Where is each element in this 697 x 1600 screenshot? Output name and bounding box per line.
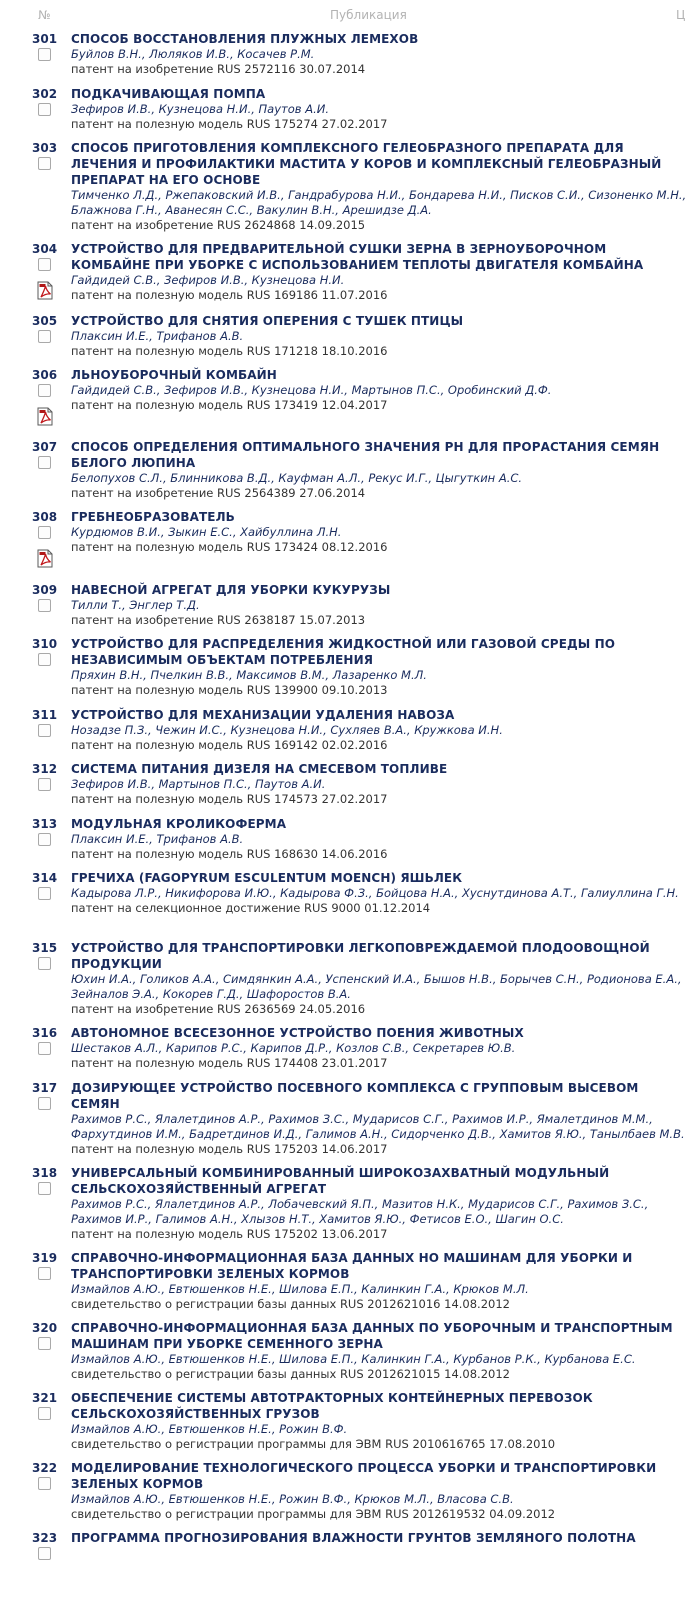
select-checkbox[interactable] — [38, 724, 51, 737]
entry-body — [71, 1080, 687, 1157]
entry-body — [71, 509, 687, 555]
publication-authors: Курдюмов В.И., Зыкин Е.С., Хайбуллина Л.Н. — [71, 525, 342, 539]
entry-body — [71, 439, 687, 501]
select-checkbox[interactable] — [38, 1267, 51, 1280]
publication-authors: Измайлов А.Ю., Евтюшенков Н.Е., Шилова Е.П., Калинкин Г.А., Крюков М.Л. — [71, 1282, 529, 1296]
table-header — [0, 0, 697, 30]
select-checkbox[interactable] — [38, 833, 51, 846]
publication-patent-info: свидетельство о регистрации базы данных RUS 2012621015 14.08.2012 — [71, 1367, 510, 1381]
publication-title-link[interactable]: ОБЕСПЕЧЕНИЕ СИСТЕМЫ АВТОТРАКТОРНЫХ КОНТЕЙНЕРНЫХ ПЕРЕВОЗОК СЕЛЬСКОХОЗЯЙСТВЕННЫХ ГРУЗОВ — [71, 1391, 593, 1421]
publication-title-link[interactable]: СПОСОБ ВОССТАНОВЛЕНИЯ ПЛУЖНЫХ ЛЕМЕХОВ — [71, 32, 419, 46]
publication-authors: Гайдидей С.В., Зефиров И.В., Кузнецова Н.И. — [71, 273, 345, 287]
entry-body — [71, 241, 687, 303]
entry-number: 314 — [32, 871, 58, 885]
publication-patent-info: патент на полезную модель RUS 174573 27.02.2017 — [71, 792, 388, 806]
publication-title-link[interactable]: УСТРОЙСТВО ДЛЯ МЕХАНИЗАЦИИ УДАЛЕНИЯ НАВОЗА — [71, 708, 455, 722]
select-checkbox[interactable] — [38, 1182, 51, 1195]
select-checkbox[interactable] — [38, 957, 51, 970]
entry-body — [71, 86, 687, 132]
publication-title-link[interactable]: АВТОНОМНОЕ ВСЕСЕЗОННОЕ УСТРОЙСТВО ПОЕНИЯ ЖИВОТНЫХ — [71, 1026, 524, 1040]
publication-patent-info: патент на полезную модель RUS 173424 08.12.2016 — [71, 540, 388, 554]
publication-authors: Зефиров И.В., Мартынов П.С., Паутов А.И. — [71, 777, 326, 791]
publication-title-link[interactable]: ПОДКАЧИВАЮЩАЯ ПОМПА — [71, 87, 266, 101]
entry-number: 315 — [32, 941, 58, 955]
entry-body — [71, 1320, 687, 1382]
entry-number: 308 — [32, 510, 58, 524]
publication-title-link[interactable]: УСТРОЙСТВО ДЛЯ СНЯТИЯ ОПЕРЕНИЯ С ТУШЕК ПТИЦЫ — [71, 314, 464, 328]
entry-body — [71, 636, 687, 698]
entry-body — [71, 761, 687, 807]
publication-authors: Измайлов А.Ю., Евтюшенков Н.Е., Рожин В.Ф., Крюков М.Л., Власова С.В. — [71, 1492, 514, 1506]
entry-number: 312 — [32, 762, 58, 776]
entry-body — [71, 707, 687, 753]
column-header-publication: Публикация — [330, 8, 407, 22]
entry-number: 322 — [32, 1461, 58, 1475]
publication-title-link[interactable]: ПРОГРАММА ПРОГНОЗИРОВАНИЯ ВЛАЖНОСТИ ГРУНТОВ ЗЕМЛЯНОГО ПОЛОТНА — [71, 1531, 636, 1545]
publication-title-link[interactable]: УНИВЕРСАЛЬНЫЙ КОМБИНИРОВАННЫЙ ШИРОКОЗАХВАТНЫЙ МОДУЛЬНЫЙ СЕЛЬСКОХОЗЯЙСТВЕННЫЙ АГРЕГАТ — [71, 1166, 610, 1196]
publication-authors: Белопухов С.Л., Блинникова В.Д., Кауфман А.Л., Рекус И.Г., Цыгуткин А.С. — [71, 471, 523, 485]
publication-patent-info: патент на изобретение RUS 2636569 24.05.2016 — [71, 1002, 366, 1016]
select-checkbox[interactable] — [38, 103, 51, 116]
publication-patent-info: патент на изобретение RUS 2624868 14.09.2015 — [71, 218, 366, 232]
publication-authors: Зефиров И.В., Кузнецова Н.И., Паутов А.И. — [71, 102, 329, 116]
publication-title-link[interactable]: УСТРОЙСТВО ДЛЯ РАСПРЕДЕЛЕНИЯ ЖИДКОСТНОЙ ИЛИ ГАЗОВОЙ СРЕДЫ ПО НЕЗАВИСИМЫМ ОБЪЕКТАМ ПОТРЕБЛЕНИЯ — [71, 637, 616, 667]
publication-patent-info: патент на полезную модель RUS 171218 18.10.2016 — [71, 344, 388, 358]
publication-title-link[interactable]: ГРЕЧИХА (FAGOPYRUM ESCULENTUM MOENCH) ЯШЬЛЕК — [71, 871, 463, 885]
publication-authors: Кадырова Л.Р., Никифорова И.Ю., Кадырова Ф.З., Бойцова Н.А., Хуснутдинова А.Т., Галиуллина Г.Н. — [71, 886, 679, 900]
publication-title-link[interactable]: МОДУЛЬНАЯ КРОЛИКОФЕРМА — [71, 817, 287, 831]
publication-authors: Нозадзе П.З., Чежин И.С., Кузнецова Н.И., Сухляев В.А., Кружкова И.Н. — [71, 723, 503, 737]
entry-number: 318 — [32, 1166, 58, 1180]
entry-number: 317 — [32, 1081, 58, 1095]
entry-number: 313 — [32, 817, 58, 831]
publication-title-link[interactable]: МОДЕЛИРОВАНИЕ ТЕХНОЛОГИЧЕСКОГО ПРОЦЕССА УБОРКИ И ТРАНСПОРТИРОВКИ ЗЕЛЕНЫХ КОРМОВ — [71, 1461, 657, 1491]
pdf-icon[interactable] — [37, 281, 53, 300]
publication-authors: Плаксин И.Е., Трифанов А.В. — [71, 832, 244, 846]
select-checkbox[interactable] — [38, 526, 51, 539]
publication-patent-info: свидетельство о регистрации программы для ЭВМ RUS 2010616765 17.08.2010 — [71, 1437, 556, 1451]
entry-number: 305 — [32, 314, 58, 328]
publication-patent-info: патент на полезную модель RUS 169186 11.07.2016 — [71, 288, 388, 302]
publication-patent-info: патент на изобретение RUS 2564389 27.06.2014 — [71, 486, 366, 500]
publication-patent-info: патент на полезную модель RUS 174408 23.01.2017 — [71, 1056, 388, 1070]
entry-number: 304 — [32, 242, 58, 256]
entry-number: 309 — [32, 583, 58, 597]
select-checkbox[interactable] — [38, 653, 51, 666]
publication-authors: Юхин И.А., Голиков А.А., Симдянкин А.А., Успенский И.А., Бышов Н.В., Борычев С.Н., Родионова Е.А., Зейналов Э.А., Кокорев Г.Д., Шафоростов В.А. — [71, 972, 682, 1001]
publication-title-link[interactable]: СПРАВОЧНО-ИНФОРМАЦИОННАЯ БАЗА ДАННЫХ НО МАШИНАМ ДЛЯ УБОРКИ И ТРАНСПОРТИРОВКИ ЗЕЛЕНЫХ КОРМОВ — [71, 1251, 633, 1281]
entry-number: 323 — [32, 1531, 58, 1545]
entry-number: 319 — [32, 1251, 58, 1265]
publication-title-link[interactable]: СПОСОБ ПРИГОТОВЛЕНИЯ КОМПЛЕКСНОГО ГЕЛЕОБРАЗНОГО ПРЕПАРАТА ДЛЯ ЛЕЧЕНИЯ И ПРОФИЛАКТИКИ МАСТИТА У КОРОВ И КОМПЛЕКСНЫЙ ГЕЛЕОБРАЗНЫЙ ПРЕПАРАТ НА ЕГО ОСНОВЕ — [71, 141, 662, 187]
entry-body — [71, 1530, 687, 1546]
publication-patent-info: патент на изобретение RUS 2572116 30.07.2014 — [71, 62, 366, 76]
publication-title-link[interactable]: ГРЕБНЕОБРАЗОВАТЕЛЬ — [71, 510, 235, 524]
select-checkbox[interactable] — [38, 1477, 51, 1490]
column-header-c: Ц — [676, 8, 686, 22]
select-checkbox[interactable] — [38, 1097, 51, 1110]
publication-patent-info: патент на полезную модель RUS 175274 27.02.2017 — [71, 117, 388, 131]
entry-number: 311 — [32, 708, 58, 722]
publication-title-link[interactable]: СПРАВОЧНО-ИНФОРМАЦИОННАЯ БАЗА ДАННЫХ ПО УБОРОЧНЫМ И ТРАНСПОРТНЫМ МАШИНАМ ПРИ УБОРКЕ СЕМЕННОГО ЗЕРНА — [71, 1321, 673, 1351]
entry-number: 310 — [32, 637, 58, 651]
entry-body — [71, 140, 687, 233]
select-checkbox[interactable] — [38, 384, 51, 397]
entry-body — [71, 313, 687, 359]
publication-patent-info: патент на полезную модель RUS 168630 14.06.2016 — [71, 847, 388, 861]
select-checkbox[interactable] — [38, 887, 51, 900]
entry-number: 306 — [32, 368, 58, 382]
publication-authors: Рахимов Р.С., Ялалетдинов А.Р., Лобачевский Я.П., Мазитов Н.К., Мударисов С.Г., Рахимов З.С., Рахимов И.Р., Галимов А.Н., Хлызов Н.Т., Хамитов Я.Ю., Фетисов Е.О., Шагин О.С. — [71, 1197, 649, 1226]
entry-body — [71, 582, 687, 628]
entry-body — [71, 1460, 687, 1522]
publication-patent-info: патент на полезную модель RUS 175203 14.06.2017 — [71, 1142, 388, 1156]
publication-authors: Пряхин В.Н., Пчелкин В.В., Максимов В.М., Лазаренко М.Л. — [71, 668, 427, 682]
publication-authors: Шестаков А.Л., Карипов Р.С., Карипов Д.Р., Козлов С.В., Секретарев Ю.В. — [71, 1041, 516, 1055]
select-checkbox[interactable] — [38, 258, 51, 271]
select-checkbox[interactable] — [38, 330, 51, 343]
publication-title-link[interactable]: СИСТЕМА ПИТАНИЯ ДИЗЕЛЯ НА СМЕСЕВОМ ТОПЛИВЕ — [71, 762, 448, 776]
publication-title-link[interactable]: НАВЕСНОЙ АГРЕГАТ ДЛЯ УБОРКИ КУКУРУЗЫ — [71, 583, 391, 597]
entry-number: 307 — [32, 440, 58, 454]
publication-authors: Плаксин И.Е., Трифанов А.В. — [71, 329, 244, 343]
column-header-number: № — [38, 8, 51, 22]
entry-body — [71, 367, 687, 413]
publication-authors: Тимченко Л.Д., Ржепаковский И.В., Гандрабурова Н.И., Бондарева Н.И., Писков С.И., Сизоненко М.Н., Блажнова Г.Н., Аванесян С.С., Вакулин В.Н., Арешидзе Д.А. — [71, 188, 687, 217]
pdf-icon[interactable] — [37, 549, 53, 568]
publication-title-link[interactable]: ДОЗИРУЮЩЕЕ УСТРОЙСТВО ПОСЕВНОГО КОМПЛЕКСА С ГРУППОВЫМ ВЫСЕВОМ СЕМЯН — [71, 1081, 639, 1111]
select-checkbox[interactable] — [38, 48, 51, 61]
select-checkbox[interactable] — [38, 778, 51, 791]
publication-patent-info: патент на полезную модель RUS 173419 12.04.2017 — [71, 398, 388, 412]
select-checkbox[interactable] — [38, 599, 51, 612]
entry-number: 303 — [32, 141, 58, 155]
publication-authors: Гайдидей С.В., Зефиров И.В., Кузнецова Н.И., Мартынов П.С., Оробинский Д.Ф. — [71, 383, 552, 397]
publication-title-link[interactable]: УСТРОЙСТВО ДЛЯ ПРЕДВАРИТЕЛЬНОЙ СУШКИ ЗЕРНА В ЗЕРНОУБОРОЧНОМ КОМБАЙНЕ ПРИ УБОРКЕ С ИСПОЛЬЗОВАНИЕМ ТЕПЛОТЫ ДВИГАТЕЛЯ КОМБАЙНА — [71, 242, 644, 272]
publication-authors: Рахимов Р.С., Ялалетдинов А.Р., Рахимов З.С., Мударисов С.Г., Рахимов И.Р., Ямалетдинов М.М., Фархутдинов И.М., Бадретдинов И.Д., Галимов А.Н., Сидорченко Д.В., Хамитов Я.Ю., Танылбаев М.В. — [71, 1112, 685, 1141]
publication-patent-info: свидетельство о регистрации базы данных RUS 2012621016 14.08.2012 — [71, 1297, 510, 1311]
publication-patent-info: патент на полезную модель RUS 169142 02.02.2016 — [71, 738, 388, 752]
publication-patent-info: патент на селекционное достижение RUS 9000 01.12.2014 — [71, 901, 431, 915]
publication-patent-info: патент на изобретение RUS 2638187 15.07.2013 — [71, 613, 366, 627]
publication-authors: Измайлов А.Ю., Евтюшенков Н.Е., Шилова Е.П., Калинкин Г.А., Курбанов Р.К., Курбанова Е.С. — [71, 1352, 636, 1366]
entry-number: 302 — [32, 87, 58, 101]
publication-title-link[interactable]: УСТРОЙСТВО ДЛЯ ТРАНСПОРТИРОВКИ ЛЕГКОПОВРЕЖДАЕМОЙ ПЛОДООВОЩНОЙ ПРОДУКЦИИ — [71, 941, 650, 971]
entry-number: 316 — [32, 1026, 58, 1040]
publication-patent-info: свидетельство о регистрации программы для ЭВМ RUS 2012619532 04.09.2012 — [71, 1507, 556, 1521]
select-checkbox[interactable] — [38, 456, 51, 469]
publication-authors: Буйлов В.Н., Люляков И.В., Косачев Р.М. — [71, 47, 315, 61]
entry-body — [71, 1025, 687, 1071]
select-checkbox[interactable] — [38, 1547, 51, 1560]
select-checkbox[interactable] — [38, 1337, 51, 1350]
select-checkbox[interactable] — [38, 157, 51, 170]
publication-title-link[interactable]: ЛЬНОУБОРОЧНЫЙ КОМБАЙН — [71, 368, 277, 382]
entry-body — [71, 1390, 687, 1452]
select-checkbox[interactable] — [38, 1042, 51, 1055]
entry-number: 301 — [32, 32, 58, 46]
entry-body — [71, 31, 687, 77]
publication-authors: Тилли Т., Энглер Т.Д. — [71, 598, 200, 612]
publication-title-link[interactable]: СПОСОБ ОПРЕДЕЛЕНИЯ ОПТИМАЛЬНОГО ЗНАЧЕНИЯ PH ДЛЯ ПРОРАСТАНИЯ СЕМЯН БЕЛОГО ЛЮПИНА — [71, 440, 660, 470]
select-checkbox[interactable] — [38, 1407, 51, 1420]
pdf-icon[interactable] — [37, 407, 53, 426]
entry-number: 321 — [32, 1391, 58, 1405]
entry-body — [71, 940, 687, 1017]
entry-body — [71, 1165, 687, 1242]
publication-patent-info: патент на полезную модель RUS 139900 09.10.2013 — [71, 683, 388, 697]
entry-body — [71, 816, 687, 862]
entry-body — [71, 1250, 687, 1312]
entry-body — [71, 870, 687, 916]
entry-number: 320 — [32, 1321, 58, 1335]
publication-authors: Измайлов А.Ю., Евтюшенков Н.Е., Рожин В.Ф. — [71, 1422, 348, 1436]
publication-patent-info: патент на полезную модель RUS 175202 13.06.2017 — [71, 1227, 388, 1241]
